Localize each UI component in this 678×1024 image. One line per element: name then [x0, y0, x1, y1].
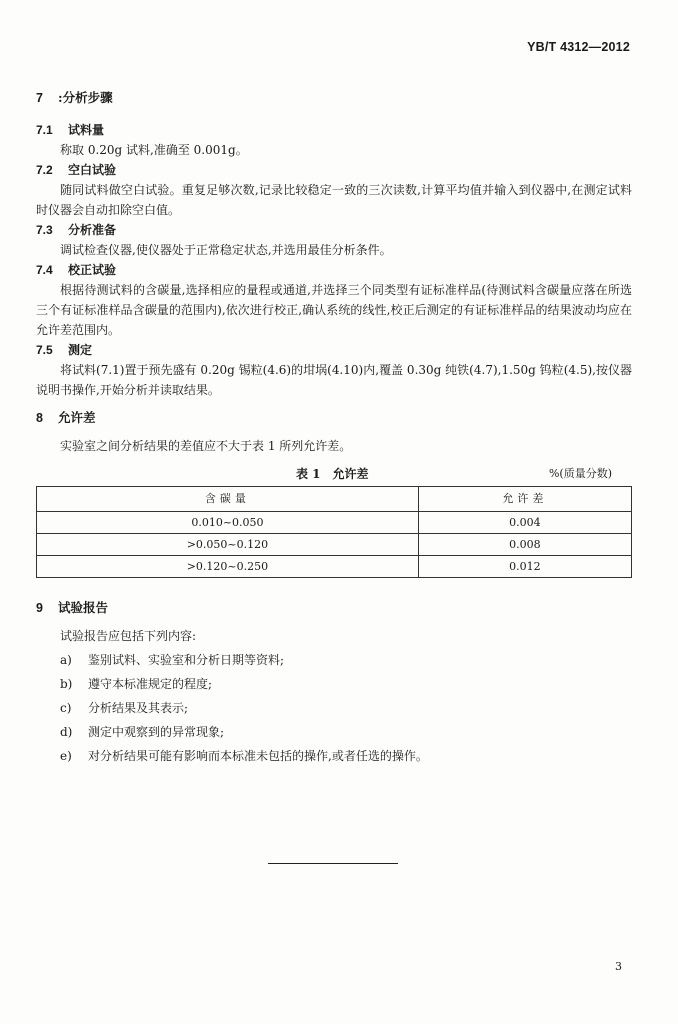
table-header-row	[37, 487, 632, 512]
section-number: 7.5	[36, 343, 53, 357]
section-number: 7.4	[36, 263, 53, 277]
list-item-text: 对分析结果可能有影响而本标准未包括的操作,或者任选的操作。	[88, 749, 428, 763]
column-header: 允许差	[418, 487, 631, 512]
list-item	[36, 650, 632, 670]
list-item-text: 测定中观察到的异常现象;	[88, 725, 225, 739]
section-8-text: 实验室之间分析结果的差值应不大于表 1 所列允许差。	[60, 439, 352, 453]
section-9-intro: 试验报告应包括下列内容:	[60, 629, 197, 643]
section-number: 7.1	[36, 123, 53, 137]
section-title: 测定	[68, 343, 93, 357]
table-cell: 0.008	[418, 534, 631, 556]
table-row	[37, 534, 632, 556]
report-items-list	[36, 650, 632, 766]
section-7-3-heading	[36, 220, 632, 240]
section-7-3-text: 调试检查仪器,使仪器处于正常稳定状态,并选用最佳分析条件。	[60, 243, 392, 257]
table-cell: >0.120~0.250	[37, 556, 419, 578]
document-body	[36, 88, 632, 770]
section-number: 8	[36, 411, 43, 425]
list-item-text: 遵守本标准规定的程度;	[88, 677, 213, 691]
section-title: 空白试验	[68, 163, 117, 177]
table-title	[296, 464, 369, 484]
table-row	[37, 512, 632, 534]
section-7-1-text: 称取 0.20g 试料,准确至 0.001g。	[60, 143, 248, 157]
list-item	[36, 746, 632, 766]
table-label: 表 1	[296, 467, 321, 481]
list-item-label: b)	[60, 677, 73, 691]
list-item-label: c)	[60, 701, 72, 715]
section-title: 允许差	[58, 410, 96, 425]
section-number: 7	[36, 91, 43, 105]
section-7-heading	[36, 88, 632, 108]
section-7-4-heading	[36, 260, 632, 280]
page-number: 3	[615, 960, 622, 973]
list-item	[36, 698, 632, 718]
list-item	[36, 722, 632, 742]
table-unit: %(质量分数)	[548, 467, 612, 480]
section-7-2-heading	[36, 160, 632, 180]
section-title: 试料量	[68, 123, 105, 137]
tolerance-table	[36, 486, 632, 578]
section-number: 9	[36, 601, 43, 615]
table-cell: 0.004	[418, 512, 631, 534]
table-cell: 0.012	[418, 556, 631, 578]
section-title: :分析步骤	[58, 90, 113, 105]
standard-code: YB/T 4312—2012	[527, 40, 630, 54]
list-item-label: a)	[60, 653, 72, 667]
list-item-text: 分析结果及其表示;	[88, 701, 189, 715]
section-7-4-text: 根据待测试料的含碳量,选择相应的量程或通道,并选择三个同类型有证标准样品(待测试料含碳量应落在所选三个有证标准样品含碳量的范围内),依次进行校正,确认系统的线性,校正后测定的有证标准样品的结果波动均应在允许差范围内。	[36, 283, 632, 337]
list-item	[36, 674, 632, 694]
section-7-1-heading	[36, 120, 632, 140]
table-cell: >0.050~0.120	[37, 534, 419, 556]
section-7-5-heading	[36, 340, 632, 360]
list-item-label: e)	[60, 749, 72, 763]
section-number: 7.3	[36, 223, 53, 237]
section-title: 试验报告	[58, 600, 109, 615]
section-title: 校正试验	[68, 263, 117, 277]
column-header: 含碳量	[37, 487, 419, 512]
list-item-text: 鉴别试料、实验室和分析日期等资料;	[88, 653, 285, 667]
end-rule	[268, 863, 398, 864]
section-7-5-text: 将试料(7.1)置于预先盛有 0.20g 锡粒(4.6)的坩埚(4.10)内,覆盖 0.30g 纯铁(4.7),1.50g 钨粒(4.5),按仪器说明书操作,开始分析并读取结果。	[36, 363, 632, 397]
table-row	[37, 556, 632, 578]
table-cell: 0.010~0.050	[37, 512, 419, 534]
table-caption	[36, 464, 632, 484]
table-title-text: 允许差	[332, 467, 369, 481]
section-8-heading	[36, 408, 632, 428]
section-number: 7.2	[36, 163, 53, 177]
section-7-2-text: 随同试料做空白试验。重复足够次数,记录比较稳定一致的三次读数,计算平均值并输入到仪器中,在测定试料时仪器会自动扣除空白值。	[36, 183, 632, 217]
list-item-label: d)	[60, 725, 73, 739]
section-9-heading	[36, 598, 632, 618]
section-title: 分析准备	[68, 223, 117, 237]
